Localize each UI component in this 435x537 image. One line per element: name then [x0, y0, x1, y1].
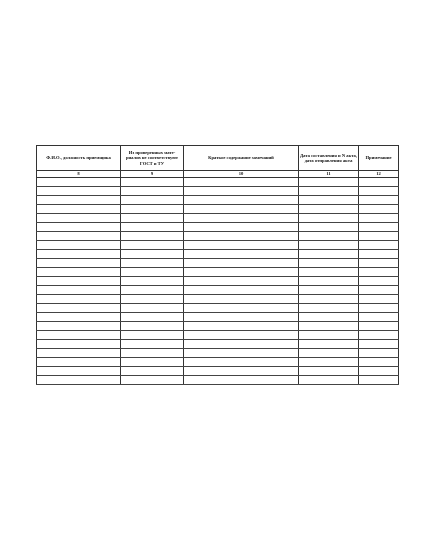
table-cell: [37, 331, 121, 340]
table-cell: [299, 196, 359, 205]
table-cell: [121, 349, 184, 358]
table-cell: [299, 223, 359, 232]
table-cell: [299, 358, 359, 367]
table-cell: [184, 313, 299, 322]
header-nonconforming-materials: Из проверенных мате- риалов не соответствуют ГОСТ и ТУ: [121, 146, 184, 171]
table-row: [37, 232, 399, 241]
table-cell: [184, 376, 299, 385]
table-cell: [184, 196, 299, 205]
table-row: [37, 358, 399, 367]
table-cell: [37, 304, 121, 313]
table-cell: [37, 295, 121, 304]
table-cell: [121, 340, 184, 349]
header-remarks-summary: Краткое содержание замечаний: [184, 146, 299, 171]
header-inspector-name: Ф.И.О., должность приемщика: [37, 146, 121, 171]
table-cell: [37, 187, 121, 196]
table-cell: [299, 250, 359, 259]
table-cell: [359, 349, 399, 358]
table-cell: [299, 205, 359, 214]
table-cell: [37, 313, 121, 322]
table-cell: [121, 331, 184, 340]
table-cell: [121, 259, 184, 268]
table-row: [37, 367, 399, 376]
table-row: [37, 331, 399, 340]
table-cell: [184, 250, 299, 259]
table-cell: [299, 259, 359, 268]
table-cell: [184, 349, 299, 358]
table-cell: [184, 340, 299, 349]
table-row: [37, 259, 399, 268]
table-cell: [121, 232, 184, 241]
table-cell: [37, 340, 121, 349]
table-cell: [121, 214, 184, 223]
table-cell: [37, 358, 121, 367]
table-cell: [121, 295, 184, 304]
inspection-register-table: [36, 145, 399, 385]
table-cell: [299, 241, 359, 250]
table-cell: [359, 340, 399, 349]
table-cell: [184, 295, 299, 304]
table-cell: [184, 214, 299, 223]
table-cell: [184, 223, 299, 232]
table-cell: [359, 367, 399, 376]
table-cell: [184, 331, 299, 340]
column-number: 10: [184, 171, 299, 178]
table-cell: [37, 250, 121, 259]
table-cell: [184, 286, 299, 295]
table-cell: [121, 205, 184, 214]
table-cell: [299, 376, 359, 385]
table-cell: [37, 268, 121, 277]
table-cell: [121, 358, 184, 367]
table-cell: [299, 268, 359, 277]
table-row: [37, 268, 399, 277]
table-cell: [359, 214, 399, 223]
table-row: [37, 196, 399, 205]
table-cell: [37, 232, 121, 241]
table-cell: [37, 322, 121, 331]
table-cell: [299, 340, 359, 349]
table-cell: [37, 376, 121, 385]
table-row: [37, 340, 399, 349]
table-cell: [359, 250, 399, 259]
table-cell: [299, 322, 359, 331]
table-cell: [359, 223, 399, 232]
table-row: [37, 322, 399, 331]
table-cell: [359, 268, 399, 277]
table-cell: [299, 187, 359, 196]
table-cell: [121, 322, 184, 331]
table-row: [37, 376, 399, 385]
column-number: 12: [359, 171, 399, 178]
table-cell: [37, 205, 121, 214]
table-cell: [184, 205, 299, 214]
table-cell: [37, 196, 121, 205]
table-cell: [359, 331, 399, 340]
table-cell: [121, 250, 184, 259]
table-cell: [299, 304, 359, 313]
table-cell: [359, 277, 399, 286]
table-cell: [121, 277, 184, 286]
table-row: [37, 223, 399, 232]
table-cell: [299, 286, 359, 295]
table-cell: [359, 295, 399, 304]
table-cell: [184, 358, 299, 367]
table-row: [37, 277, 399, 286]
table-row: [37, 241, 399, 250]
column-number: 8: [37, 171, 121, 178]
table-cell: [37, 223, 121, 232]
table-cell: [184, 259, 299, 268]
table-cell: [359, 232, 399, 241]
table-cell: [184, 241, 299, 250]
table-cell: [299, 214, 359, 223]
table-cell: [184, 268, 299, 277]
table-row: [37, 349, 399, 358]
table-cell: [184, 187, 299, 196]
column-number: 11: [299, 171, 359, 178]
table-cell: [37, 367, 121, 376]
table-cell: [37, 286, 121, 295]
table-row: [37, 295, 399, 304]
table-cell: [299, 277, 359, 286]
table-cell: [121, 286, 184, 295]
table-cell: [359, 178, 399, 187]
table-row: [37, 187, 399, 196]
table-cell: [359, 313, 399, 322]
table-row: [37, 313, 399, 322]
table-cell: [121, 376, 184, 385]
table-cell: [121, 187, 184, 196]
table-cell: [299, 313, 359, 322]
table-cell: [359, 358, 399, 367]
table-cell: [121, 268, 184, 277]
table-cell: [121, 313, 184, 322]
header-act-date: Дата составления и N акта, дата отправления акта: [299, 146, 359, 171]
table-row: [37, 205, 399, 214]
table-cell: [121, 196, 184, 205]
table-cell: [121, 178, 184, 187]
table-cell: [37, 241, 121, 250]
table-cell: [121, 304, 184, 313]
header-note: Примечание: [359, 146, 399, 171]
table-cell: [359, 286, 399, 295]
column-number: 9: [121, 171, 184, 178]
table-cell: [299, 331, 359, 340]
table-cell: [37, 277, 121, 286]
table-cell: [299, 232, 359, 241]
column-number-row: [37, 171, 399, 178]
table-cell: [359, 259, 399, 268]
table-cell: [37, 349, 121, 358]
table-row: [37, 250, 399, 259]
table-cell: [359, 196, 399, 205]
table-row: [37, 178, 399, 187]
table-cell: [359, 241, 399, 250]
table-cell: [299, 178, 359, 187]
table-cell: [184, 178, 299, 187]
table-cell: [184, 232, 299, 241]
table-row: [37, 286, 399, 295]
table-cell: [359, 205, 399, 214]
table-cell: [121, 367, 184, 376]
table-cell: [299, 367, 359, 376]
table-row: [37, 304, 399, 313]
table-cell: [37, 178, 121, 187]
table-cell: [184, 304, 299, 313]
table-cell: [184, 277, 299, 286]
table-cell: [359, 322, 399, 331]
table-cell: [359, 376, 399, 385]
register-body: [37, 178, 399, 385]
header-row: [37, 146, 399, 171]
table-cell: [299, 295, 359, 304]
table-cell: [359, 187, 399, 196]
table-cell: [37, 259, 121, 268]
table-row: [37, 214, 399, 223]
table-cell: [184, 322, 299, 331]
table-cell: [184, 367, 299, 376]
table-cell: [121, 241, 184, 250]
table-cell: [37, 214, 121, 223]
table-cell: [359, 304, 399, 313]
table-cell: [121, 223, 184, 232]
table-cell: [299, 349, 359, 358]
